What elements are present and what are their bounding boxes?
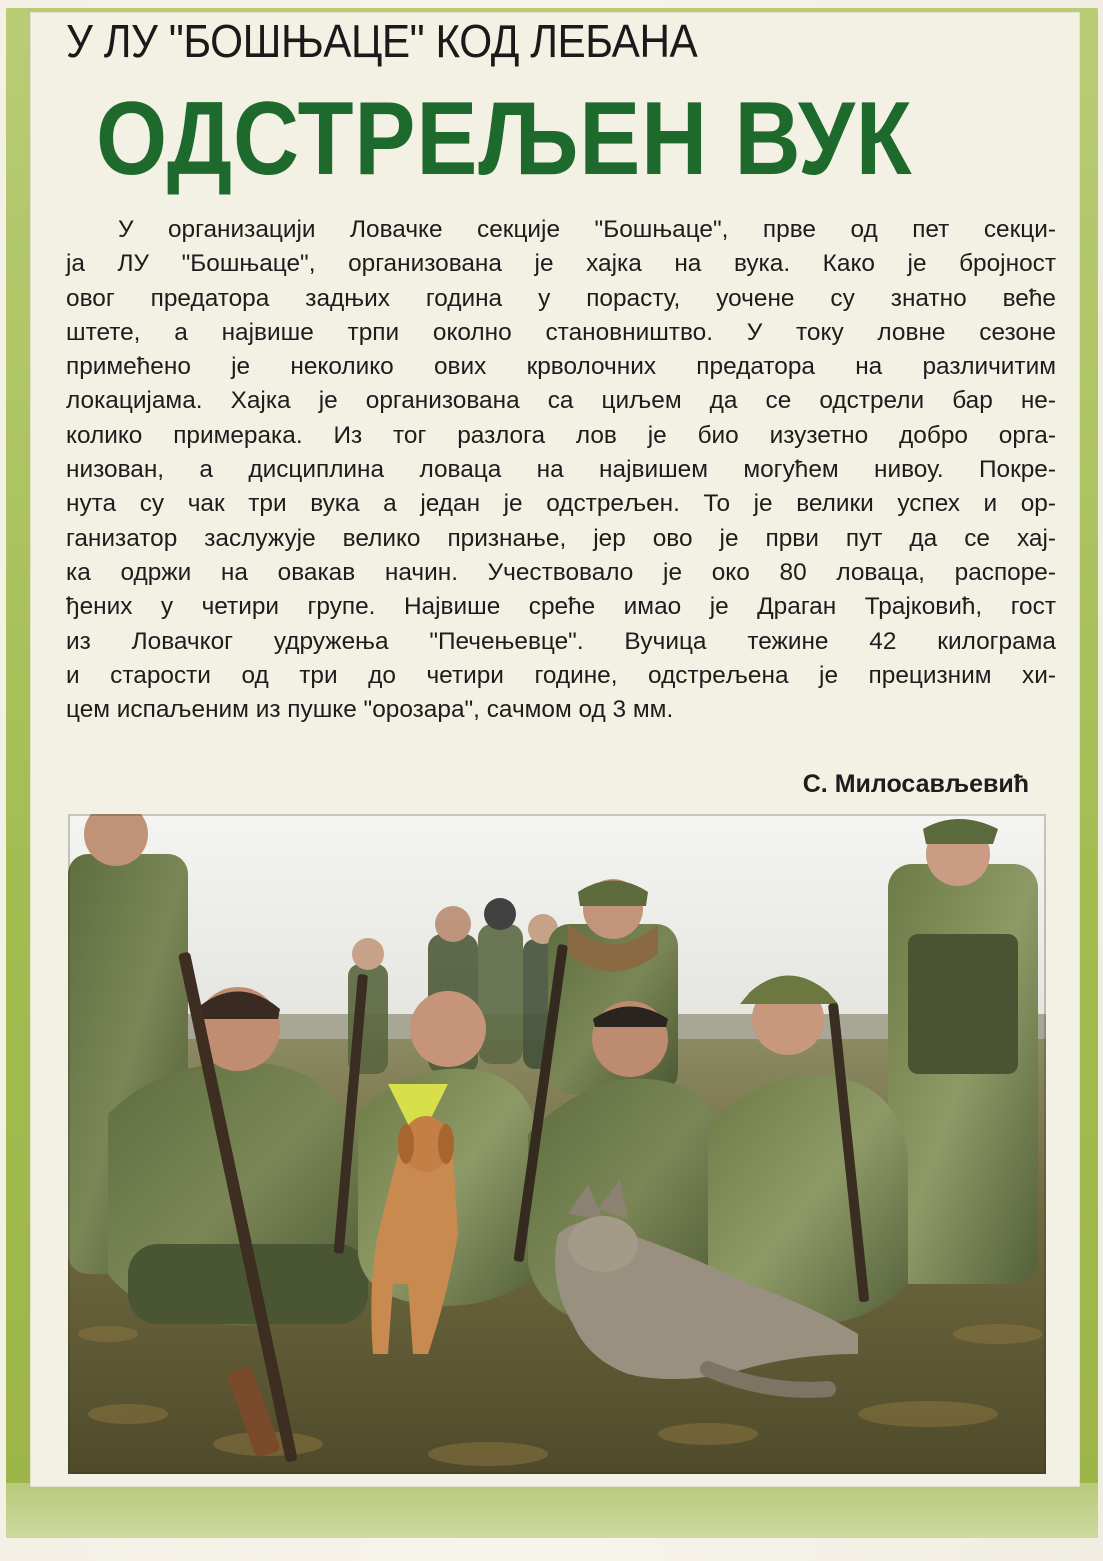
article-line: ка одржи на овакав начин. Учествовало је око 80 ловаца, распоре- [66, 558, 1056, 586]
article-line: ја ЛУ "Бошњаце", организована је хајка на вука. Како је бројност [66, 250, 1056, 278]
article-author: С. Милосављевић [802, 770, 1029, 798]
article-line: колико примерака. Из тог разлога лов је био изузетно добро орга- [66, 421, 1056, 449]
article-line: штете, а највише трпи околно становништво. У току ловне сезоне [66, 318, 1056, 346]
article-line: низован, а дисциплина ловаца на највишем могућем нивоу. Покре- [66, 456, 1056, 484]
article-headline: ОДСТРЕЉЕН ВУК [96, 81, 913, 197]
article-line: овог предатора задњих година у порасту, уочене су знатно веће [66, 284, 1056, 312]
article-body [66, 213, 1056, 727]
article-line: примећено је неколико ових крволочних предатора на различитим [66, 353, 1056, 381]
hunters-group-photo-illustration [68, 814, 1046, 1474]
article-line: и старости од три до четири године, одстрељена је прецизним хи- [66, 661, 1056, 689]
article-line: локацијама. Хајка је организована са циљем да се одстрели бар не- [66, 387, 1056, 415]
article-line: цем испаљеним из пушке "орозара", сачмом од 3 мм. [66, 696, 674, 724]
hunters-group-photo [68, 814, 1046, 1474]
article-line: ђених у четири групе. Највише среће имао је Драган Трајковић, гост [66, 593, 1056, 621]
article-kicker: У ЛУ "БОШЊАЦЕ" КОД ЛЕБАНА [66, 15, 698, 67]
article-line: из Ловачког удружења "Печењевце". Вучица тежине 42 килограма [66, 627, 1056, 655]
article-line: нута су чак три вука а један је одстрељен. То је велики успех и ор- [66, 490, 1056, 518]
article-line: У организацији Ловачке секције "Бошњаце", прве од пет секци- [118, 216, 1056, 243]
article-line: ганизатор заслужује велико признање, јер ово је први пут да се хај- [66, 524, 1056, 552]
